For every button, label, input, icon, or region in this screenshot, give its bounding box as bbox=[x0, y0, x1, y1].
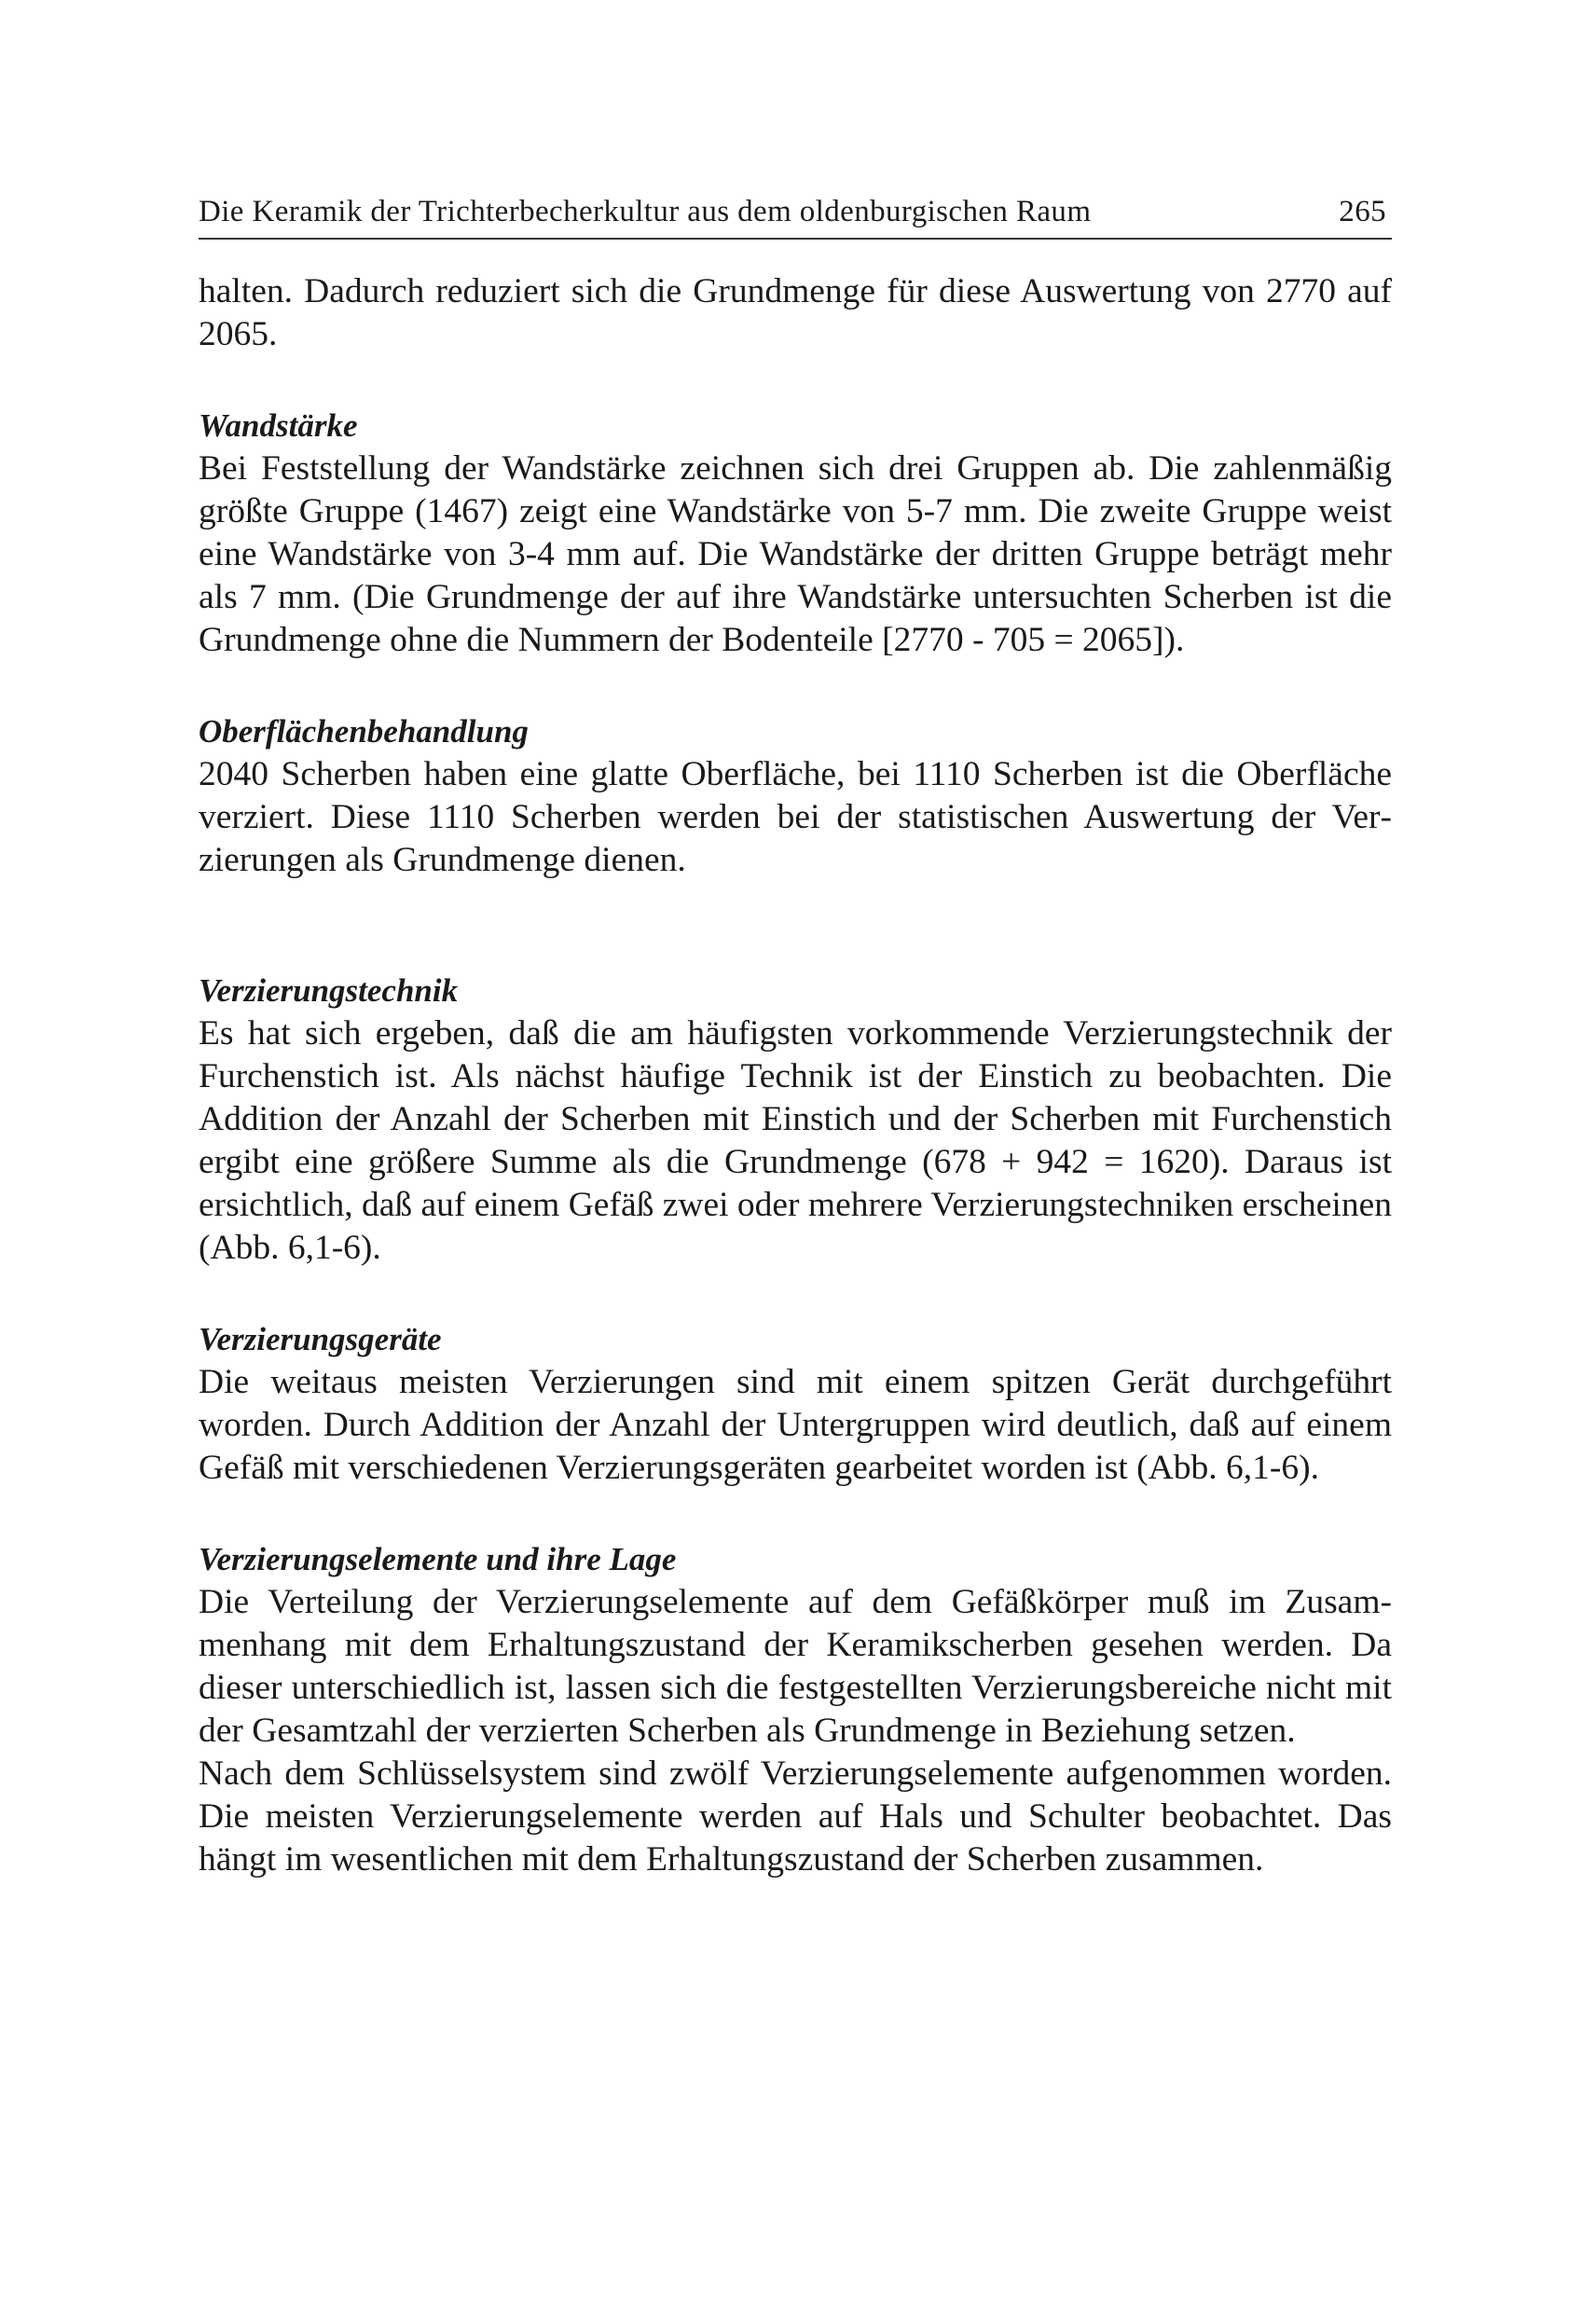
section-heading-verzierungsgeraete: Verzierungsgeräte bbox=[199, 1321, 442, 1357]
body-text bbox=[199, 270, 1392, 1881]
page-number: 265 bbox=[1339, 195, 1386, 228]
section-paragraph-wandstaerke: Bei Feststellung der Wandstärke zeichnen sich drei Gruppen ab. Die zahlenmäßig größte Gruppe (1467) zeigt eine Wandstärke von 5-7 mm. Die zweite Gruppe weist eine Wandstärke von 3-4 mm auf. Die Wandstärke der dritten Gruppe beträgt mehr als 7 mm. (Die Grundmenge der auf ihre Wandstärke untersuchten Scherben ist die Grundmenge ohne die Nummern der Bodenteile [2770 - 705 = 2065]). bbox=[199, 449, 1392, 659]
section-paragraph-verzierungsgeraete: Die weitaus meisten Verzierungen sind mit einem spitzen Gerät durchgeführt worden. Durch Addition der Anzahl der Untergruppen wird deutlich, daß auf einem Gefäß mit verschiedenen Verzierungsgeräten gearbeitet worden ist (Abb. 6,1-6). bbox=[199, 1363, 1392, 1487]
section-paragraph-verzierungstechnik: Es hat sich ergeben, daß die am häufigsten vorkommende Verzierungstechnik der Furchenstich ist. Als nächst häufige Technik ist der Einstich zu beobachten. Die Addition der Anzahl der Scherben mit Einstich und der Scherben mit Furchenstich ergibt eine größere Summe als die Grundmenge (678 + 942 = 1620). Daraus ist ersichtlich, daß auf einem Gefäß zwei oder mehrere Verzierungstechniken erscheinen (Abb. 6,1-6). bbox=[199, 1014, 1392, 1267]
running-header-title: Die Keramik der Trichterbecherkultur aus dem oldenburgischen Raum bbox=[199, 195, 1092, 228]
section-paragraph-verzierungselemente-2: Nach dem Schlüsselsystem sind zwölf Verzierungselemente aufgenommen worden. Die meisten Verzierungselemente werden auf Hals und Schulter beobachtet. Das hängt im wesentlichen mit dem Erhaltungszustand der Scherben zusammen. bbox=[199, 1755, 1392, 1878]
section-heading-oberflaechenbehandlung: Oberflächenbehandlung bbox=[199, 713, 529, 750]
section-paragraph-oberflaechenbehandlung: 2040 Scherben haben eine glatte Oberfläche, bei 1110 Scherben ist die Oberfläche verziert. Diese 1110 Scherben werden bei der statistischen Auswertung der Verzierungen als Grundmenge dienen. bbox=[199, 755, 1392, 879]
section-heading-verzierungselemente: Verzierungselemente und ihre Lage bbox=[199, 1541, 677, 1577]
intro-paragraph: halten. Dadurch reduziert sich die Grundmenge für diese Auswertung von 2770 auf 2065. bbox=[199, 272, 1392, 353]
section-paragraph-verzierungselemente-1: Die Verteilung der Verzierungselemente auf dem Gefäßkörper muß im Zusammenhang mit dem Erhaltungszustand der Keramikscherben gesehen werden. Da dieser unterschiedlich ist, lassen sich die festgestellten Verzierungsbereiche nicht mit der Gesamtzahl der verzierten Scherben als Grundmenge in Beziehung setzen. bbox=[199, 1583, 1392, 1750]
section-heading-verzierungstechnik: Verzierungstechnik bbox=[199, 972, 459, 1009]
section-heading-wandstaerke: Wandstärke bbox=[199, 407, 358, 444]
running-header bbox=[199, 191, 1392, 240]
